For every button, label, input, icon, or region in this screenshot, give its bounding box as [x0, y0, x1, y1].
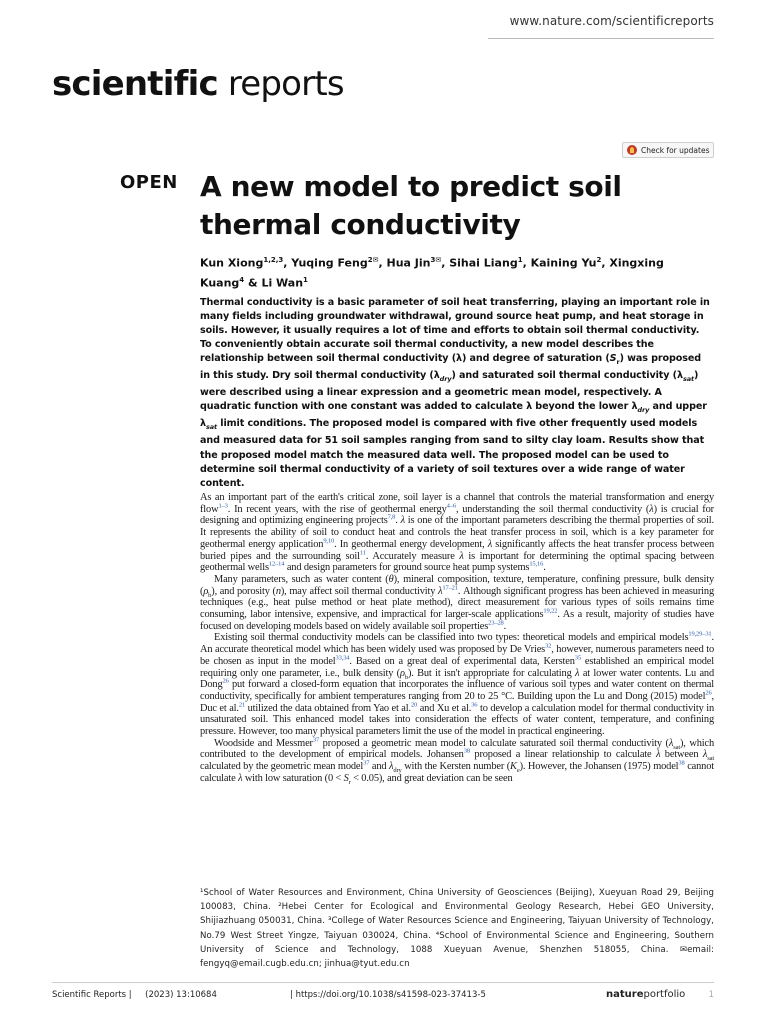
body-paragraph: As an important part of the earth's critical zone, soil layer is a channel that controls the material transformation and energy flow$^{1-3}$. In recent years, with the rise of geothermal energy$^{4-6}$, understanding the soil thermal conductivity (λ) is crucial for designing and optimizing engineering projects$^{7,8}$. λ is one of the important parameters describing the thermal properties of soil. It represents the ability of soil to conduct heat and controls the heat transfer process in soil, which is a key parameter for geothermal energy application$^{9,10}$. In geothermal energy development, λ significantly affects the heat transfer process between buried pipes and the surrounding soil$^{11}$. Accurately measure λ is important for determining the optimal spacing between geothermal wells$^{12-14}$ and design parameters for ground source heat pump systems$^{15,16}$. — [200, 492, 715, 574]
author-affiliation: 1 — [517, 256, 523, 264]
author-name[interactable]: Kun Xiong — [200, 256, 264, 270]
author-separator: , — [283, 256, 292, 270]
author-affiliation: 4 — [239, 275, 245, 284]
abstract: Thermal conductivity is a basic parameter of soil heat transferring, playing an important role in many fields including groundwater withdrawal, ground source heat pump, and heat storage in soils. However, it usually requires a lot of time and efforts to obtain soil thermal conductivity. To conveniently obtain accurate soil thermal conductivity, a new model describes the relationship between soil thermal conductivity (λ) and degree of saturation $(S_r)$ was proposed in this study. Dry soil thermal conductivity $(\lambda_{dry})$ and saturated soil thermal conductivity $(\lambda_{sat})$ were described using a linear expression and a geometric mean model, respectively. A quadratic function with one constant was added to calculate λ beyond the lower $\lambda_{dry}$ and upper $\lambda_{sat}$ limit conditions. The proposed model is compared with five other frequently used models and measured data for 51 soil samples ranging from sand to silty clay loam. Results show that the proposed model match the measured data well. The proposed model can be used to determine soil thermal conductivity of a variety of soil textures over a wide range of water content. — [200, 297, 710, 489]
author-separator: , — [378, 256, 387, 270]
body-paragraph: Many parameters, such as water content (θ), mineral composition, texture, temperature, confining pressure, bulk density $(\rho_b)$, and porosity (n), may affect soil thermal conductivity $\lambda^{17-21}$. Although significant progress has been achieved in measuring techniques (e.g., heat pulse method or heat plate method), direct measurement for various types of soils remains time consuming, labor intensive, expensive, and impractical for larger-scale applications$^{19,22}$. As a result, majority of studies have focused on developing models based on widely available soil properties$^{23-28}$. — [200, 573, 714, 632]
page-number: 1 — [708, 990, 714, 1000]
author-name[interactable]: Yuqing Feng — [291, 256, 368, 270]
footer-doi-link[interactable]: | https://doi.org/10.1038/s41598-023-37413-5 — [290, 990, 486, 1000]
author-name[interactable]: Xingxing Kuang — [200, 256, 664, 290]
article-body — [200, 492, 714, 785]
author-name[interactable]: Sihai Liang — [449, 256, 518, 270]
author-separator: , — [522, 256, 531, 270]
body-paragraph: Existing soil thermal conductivity models can be classified into two types: theoretical models and empirical models$^{19,29-31}$. An accurate theoretical model which has been widely used was proposed by De Vries$^{32}$, however, numerous parameters need to be chosen as input in the model$^{33,34}$. Based on a great deal of experimental data, Kersten$^{35}$ established an empirical model requiring only one parameter, i.e., bulk density $(\rho_b)$. But it isn't appropriate for calculating λ at lower water contents. Lu and Dong$^{26}$ put forward a closed-form equation that incorporates the influence of various soil types and water content on thermal conductivity, specifically for ambient temperatures ranging from 20 to 25 °C. Building upon the Lu and Dong (2015) model$^{26}$, Duc et al.$^{21}$ utilized the data obtained from Yao et al.$^{20}$ and Xu et al.$^{36}$ to develop a calculation model for thermal conductivity in unsaturated soil. This enhanced model takes into consideration the effects of water content, temperature, and confining pressure. However, too many physical parameters limit the use of the model in practical engineering. — [200, 630, 715, 738]
header-rule — [488, 38, 714, 39]
brand-bold: nature — [606, 989, 644, 1000]
journal-logo-bold: scientific — [52, 64, 218, 104]
author-affiliation: 1,2,3 — [263, 256, 284, 264]
author-name[interactable]: Hua Jin — [386, 256, 431, 270]
author-affiliation: 3✉ — [430, 256, 442, 264]
footer-journal-citation — [52, 990, 217, 1000]
journal-logo-light: reports — [217, 64, 344, 104]
author-separator: , — [601, 256, 610, 270]
page-footer — [52, 990, 714, 1004]
author-separator: , — [441, 256, 450, 270]
author-affiliation: 2✉ — [367, 256, 379, 264]
author-separator: & — [244, 276, 262, 290]
author-affiliation: 1 — [303, 275, 308, 284]
journal-url[interactable]: www.nature.com/scientificreports — [509, 14, 714, 28]
journal-logo[interactable] — [52, 64, 344, 104]
author-name[interactable]: Kaining Yu — [530, 256, 597, 270]
footer-rule — [52, 982, 714, 983]
author-list — [200, 252, 710, 291]
check-for-updates-button[interactable] — [622, 142, 714, 158]
crossmark-icon — [627, 145, 637, 155]
article-title: A new model to predict soil thermal conductivity — [200, 170, 622, 241]
nature-portfolio-logo — [606, 989, 685, 1000]
footer-journal: Scientific Reports | — [52, 990, 132, 1000]
affiliations: ¹School of Water Resources and Environment, China University of Geosciences (Beijing), Xueyuan Road 29, Beijing 100083, China. ²Hebei Center for Ecological and Environmental Geology Research, Hebei GEO University, Shijiazhuang 050031, China. ³College of Water Resources Science and Engineering, Taiyuan University of Technology, No.79 West Street Yingze, Taiyuan 030024, China. ⁴School of Environmental Science and Engineering, Southern University of Science and Technology, 1088 Xueyuan Avenue, Shenzhen 518055, China. ✉email: fengyq@email.cugb.edu.cn; jinhua@tyut.edu.cn — [200, 888, 714, 970]
brand-light: portfolio — [643, 989, 686, 1000]
author-name[interactable]: Li Wan — [261, 276, 304, 290]
body-paragraph: Woodside and Messmer$^{37}$ proposed a geometric mean model to calculate saturated soil thermal conductivity $(\lambda_{sat})$, which contributed to the development of empirical models. Johansen$^{38}$ proposed a linear relationship to calculate λ between $\lambda_{sat}$ calculated by the geometric mean model$^{37}$ and $\lambda_{dry}$ with the Kersten number $(K_e)$. However, the Johansen (1975) model$^{38}$ cannot calculate λ with low saturation $(0 < S_r < 0.05)$, and great deviation can be seen — [200, 736, 714, 786]
author-affiliation: 2 — [596, 256, 602, 264]
open-access-label: OPEN — [120, 172, 178, 193]
footer-citation: (2023) 13:10684 — [145, 990, 217, 1000]
check-for-updates-label: Check for updates — [641, 145, 710, 155]
